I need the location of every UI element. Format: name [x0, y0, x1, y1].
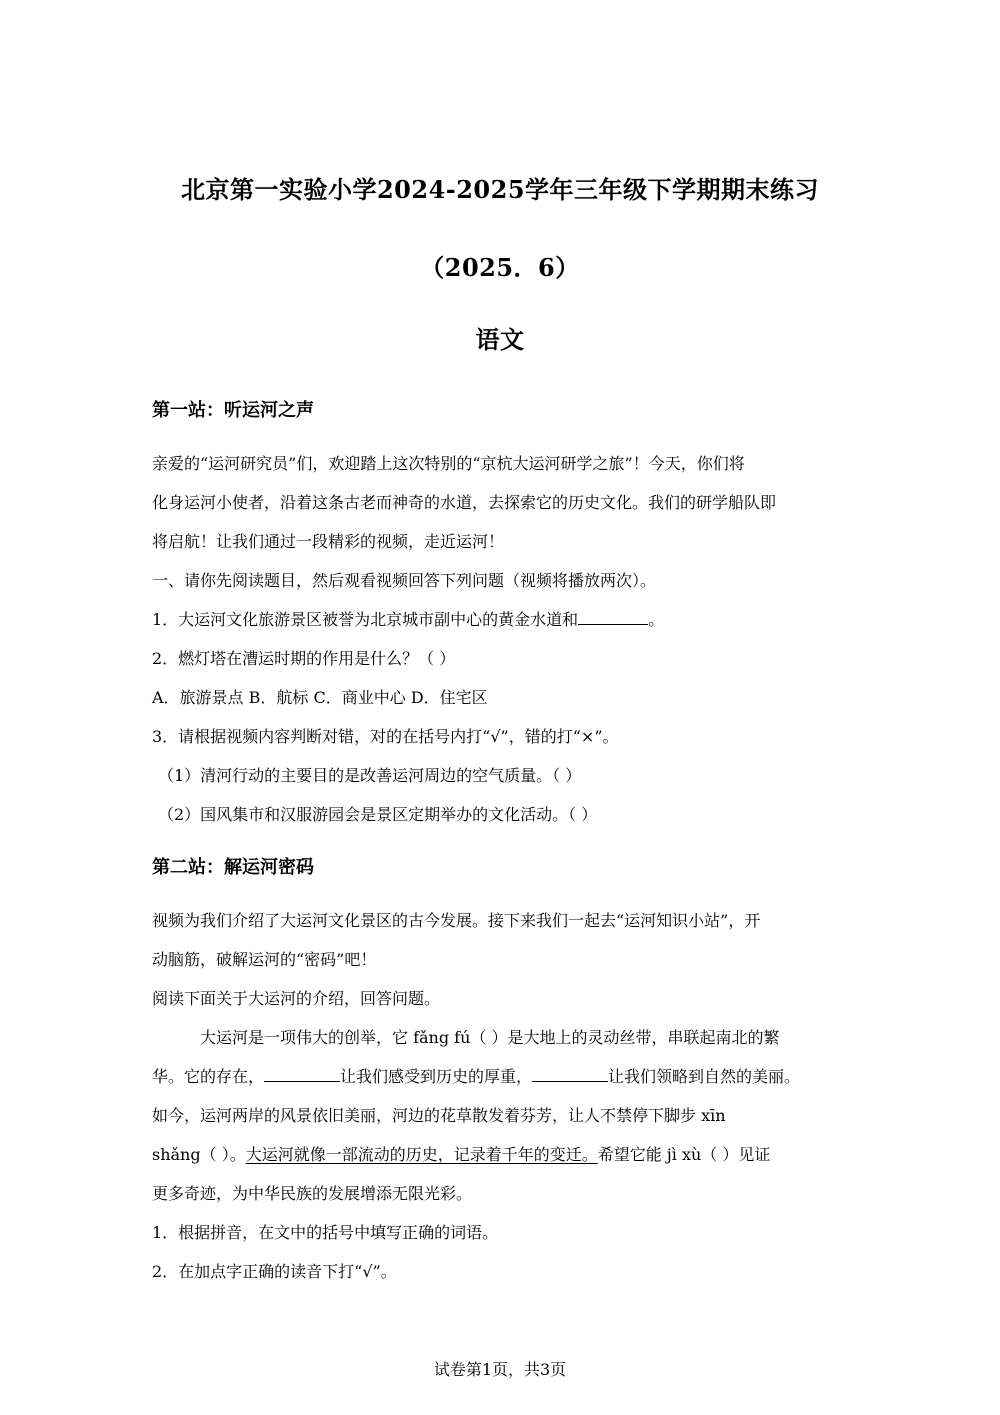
page-footer: 试卷第1页，共3页 — [433, 1360, 567, 1379]
station1-intro-line-1: 亲爱的“运河研究员”们，欢迎踏上这次特别的“京杭大运河研学之旅”！今天，你们将 — [152, 454, 745, 473]
station2-question-1: 1．根据拼音，在文中的括号中填写正确的词语。 — [152, 1223, 499, 1242]
station2-question-2: 2．在加点字正确的读音下打“√”。 — [152, 1262, 397, 1281]
question-3: 3．请根据视频内容判断对错，对的在括号内打“√”，错的打“×”。 — [152, 727, 619, 746]
answer-blank[interactable] — [578, 610, 648, 625]
reading-instruction: 阅读下面关于大运河的介绍，回答问题。 — [152, 989, 441, 1008]
answer-blank[interactable] — [264, 1067, 340, 1082]
passage-text: 让我们领略到自然的美丽。 — [608, 1067, 801, 1086]
station1-intro-line-2: 化身运河小使者，沿着这条古老而神奇的水道，去探索它的历史文化。我们的研学船队即 — [152, 493, 777, 512]
exam-date: （2025．6） — [420, 253, 580, 282]
passage-line-3: 如今，运河两岸的风景依旧美丽，河边的花草散发着芬芳，让人不禁停下脚步 xīn — [152, 1106, 726, 1125]
passage-text: 华。它的存在， — [152, 1067, 265, 1086]
passage-text: shǎng（ ）。 — [152, 1145, 246, 1164]
question-2: 2．燃灯塔在漕运时期的作用是什么？（ ） — [152, 649, 456, 668]
question-3-1: （1）清河行动的主要目的是改善运河周边的空气质量。（ ） — [158, 766, 582, 785]
passage-line-2 — [152, 1064, 800, 1087]
passage-text: 希望它能 jì xù（ ）见证 — [597, 1145, 771, 1164]
passage-line-5: 更多奇迹，为中华民族的发展增添无限光彩。 — [152, 1184, 473, 1203]
station1-heading: 第一站：听运河之声 — [152, 400, 314, 421]
station2-intro-line-2: 动脑筋，破解运河的“密码”吧！ — [152, 950, 377, 969]
passage-text: 让我们感受到历史的厚重， — [340, 1067, 533, 1086]
station2-heading: 第二站：解运河密码 — [152, 857, 314, 878]
question-2-options: A．旅游景点 B．航标 C．商业中心 D．住宅区 — [152, 688, 488, 707]
answer-blank[interactable] — [532, 1067, 608, 1082]
exam-subject: 语文 — [475, 325, 525, 354]
question-1 — [152, 607, 664, 630]
question-1-end: 。 — [648, 610, 665, 629]
passage-line-1: 大运河是一项伟大的创举，它 fǎng fú（ ）是大地上的灵动丝带，串联起南北的繁 — [200, 1028, 780, 1047]
station1-intro-line-3: 将启航！让我们通过一段精彩的视频，走近运河！ — [152, 532, 505, 551]
exam-title: 北京第一实验小学2024-2025学年三年级下学期期末练习 — [180, 175, 820, 204]
underlined-sentence: 大运河就像一部流动的历史，记录着千年的变迁。 — [245, 1145, 598, 1164]
passage-line-4 — [152, 1142, 770, 1165]
question-1-text: 1．大运河文化旅游景区被誉为北京城市副中心的黄金水道和 — [152, 610, 579, 629]
station2-intro-line-1: 视频为我们介绍了大运河文化景区的古今发展。接下来我们一起去“运河知识小站”，开 — [152, 911, 761, 930]
listening-instruction: 一、请你先阅读题目，然后观看视频回答下列问题（视频将播放两次）。 — [152, 571, 657, 590]
question-3-2: （2）国风集市和汉服游园会是景区定期举办的文化活动。（ ） — [158, 805, 598, 824]
